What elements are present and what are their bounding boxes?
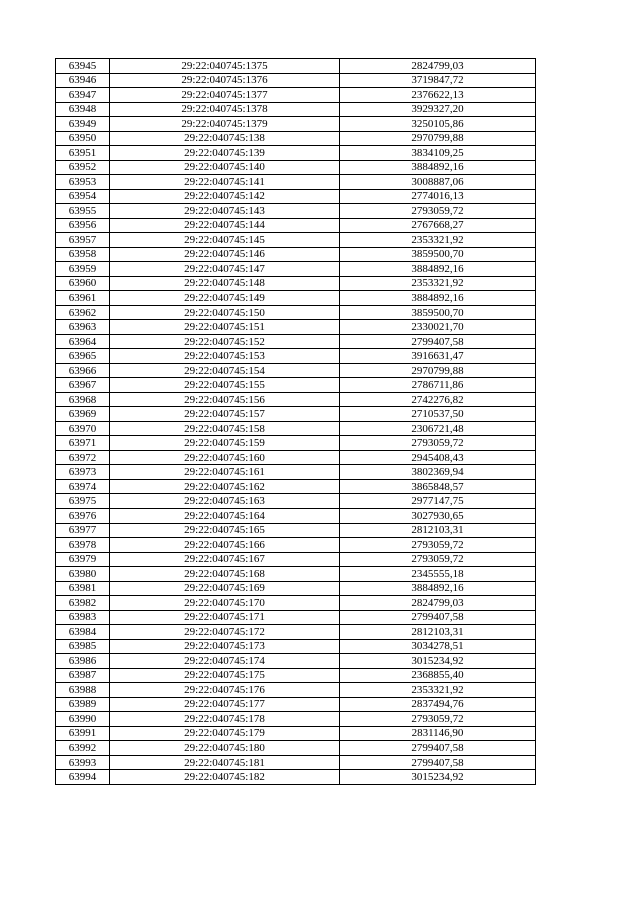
table-row (56, 349, 536, 364)
table-row (56, 204, 536, 219)
row-number-cell: 63974 (56, 479, 110, 494)
row-number-cell: 63958 (56, 247, 110, 262)
table-row (56, 262, 536, 277)
cadastral-value-cell: 3929327,20 (340, 102, 536, 117)
row-number-cell: 63989 (56, 697, 110, 712)
row-number-cell: 63973 (56, 465, 110, 480)
cadastral-value-cell: 3250105,86 (340, 117, 536, 132)
table-row (56, 639, 536, 654)
cadastral-value-cell: 2824799,03 (340, 59, 536, 74)
cadastral-value-table (55, 58, 536, 785)
cadastral-number-cell: 29:22:040745:180 (110, 741, 340, 756)
cadastral-number-cell: 29:22:040745:151 (110, 320, 340, 335)
cadastral-number-cell: 29:22:040745:177 (110, 697, 340, 712)
table-body (56, 59, 536, 785)
cadastral-number-cell: 29:22:040745:159 (110, 436, 340, 451)
cadastral-value-cell: 3802369,94 (340, 465, 536, 480)
table-row (56, 712, 536, 727)
row-number-cell: 63971 (56, 436, 110, 451)
cadastral-number-cell: 29:22:040745:174 (110, 654, 340, 669)
row-number-cell: 63954 (56, 189, 110, 204)
row-number-cell: 63988 (56, 683, 110, 698)
cadastral-number-cell: 29:22:040745:165 (110, 523, 340, 538)
cadastral-value-cell: 2945408,43 (340, 450, 536, 465)
table-row (56, 131, 536, 146)
cadastral-value-cell: 3015234,92 (340, 654, 536, 669)
row-number-cell: 63967 (56, 378, 110, 393)
row-number-cell: 63986 (56, 654, 110, 669)
row-number-cell: 63992 (56, 741, 110, 756)
row-number-cell: 63979 (56, 552, 110, 567)
cadastral-number-cell: 29:22:040745:147 (110, 262, 340, 277)
row-number-cell: 63978 (56, 538, 110, 553)
table-row (56, 320, 536, 335)
cadastral-number-cell: 29:22:040745:170 (110, 596, 340, 611)
row-number-cell: 63987 (56, 668, 110, 683)
cadastral-number-cell: 29:22:040745:157 (110, 407, 340, 422)
row-number-cell: 63983 (56, 610, 110, 625)
cadastral-value-cell: 2767668,27 (340, 218, 536, 233)
cadastral-number-cell: 29:22:040745:138 (110, 131, 340, 146)
table-row (56, 233, 536, 248)
cadastral-number-cell: 29:22:040745:168 (110, 567, 340, 582)
table-row (56, 59, 536, 74)
cadastral-number-cell: 29:22:040745:172 (110, 625, 340, 640)
cadastral-number-cell: 29:22:040745:182 (110, 770, 340, 785)
cadastral-number-cell: 29:22:040745:176 (110, 683, 340, 698)
row-number-cell: 63948 (56, 102, 110, 117)
row-number-cell: 63963 (56, 320, 110, 335)
cadastral-number-cell: 29:22:040745:1377 (110, 88, 340, 103)
cadastral-value-cell: 3884892,16 (340, 581, 536, 596)
cadastral-value-cell: 3008887,06 (340, 175, 536, 190)
cadastral-number-cell: 29:22:040745:163 (110, 494, 340, 509)
table-row (56, 175, 536, 190)
cadastral-number-cell: 29:22:040745:173 (110, 639, 340, 654)
row-number-cell: 63969 (56, 407, 110, 422)
row-number-cell: 63981 (56, 581, 110, 596)
row-number-cell: 63975 (56, 494, 110, 509)
cadastral-value-cell: 2831146,90 (340, 726, 536, 741)
cadastral-value-cell: 2977147,75 (340, 494, 536, 509)
row-number-cell: 63965 (56, 349, 110, 364)
cadastral-number-cell: 29:22:040745:144 (110, 218, 340, 233)
table-row (56, 334, 536, 349)
cadastral-number-cell: 29:22:040745:148 (110, 276, 340, 291)
table-row (56, 625, 536, 640)
cadastral-value-cell: 2306721,48 (340, 421, 536, 436)
table-row (56, 508, 536, 523)
cadastral-number-cell: 29:22:040745:166 (110, 538, 340, 553)
table-row (56, 407, 536, 422)
row-number-cell: 63962 (56, 305, 110, 320)
table-row (56, 523, 536, 538)
table-row (56, 160, 536, 175)
row-number-cell: 63955 (56, 204, 110, 219)
row-number-cell: 63945 (56, 59, 110, 74)
cadastral-value-cell: 3027930,65 (340, 508, 536, 523)
table-row (56, 117, 536, 132)
row-number-cell: 63993 (56, 755, 110, 770)
table-row (56, 146, 536, 161)
cadastral-number-cell: 29:22:040745:154 (110, 363, 340, 378)
cadastral-number-cell: 29:22:040745:146 (110, 247, 340, 262)
cadastral-value-cell: 2353321,92 (340, 276, 536, 291)
table-row (56, 552, 536, 567)
row-number-cell: 63990 (56, 712, 110, 727)
table-row (56, 596, 536, 611)
cadastral-value-cell: 2793059,72 (340, 712, 536, 727)
row-number-cell: 63994 (56, 770, 110, 785)
cadastral-number-cell: 29:22:040745:178 (110, 712, 340, 727)
table-row (56, 538, 536, 553)
row-number-cell: 63950 (56, 131, 110, 146)
table-row (56, 88, 536, 103)
cadastral-value-cell: 3884892,16 (340, 262, 536, 277)
row-number-cell: 63946 (56, 73, 110, 88)
cadastral-number-cell: 29:22:040745:1378 (110, 102, 340, 117)
cadastral-value-cell: 2368855,40 (340, 668, 536, 683)
table-row (56, 770, 536, 785)
row-number-cell: 63976 (56, 508, 110, 523)
row-number-cell: 63966 (56, 363, 110, 378)
table-row (56, 726, 536, 741)
cadastral-value-cell: 3884892,16 (340, 160, 536, 175)
table-row (56, 755, 536, 770)
table-row (56, 276, 536, 291)
cadastral-number-cell: 29:22:040745:164 (110, 508, 340, 523)
cadastral-number-cell: 29:22:040745:1375 (110, 59, 340, 74)
cadastral-value-cell: 2786711,86 (340, 378, 536, 393)
table-row (56, 102, 536, 117)
cadastral-number-cell: 29:22:040745:143 (110, 204, 340, 219)
cadastral-value-cell: 2837494,76 (340, 697, 536, 712)
cadastral-number-cell: 29:22:040745:140 (110, 160, 340, 175)
cadastral-number-cell: 29:22:040745:155 (110, 378, 340, 393)
cadastral-number-cell: 29:22:040745:161 (110, 465, 340, 480)
cadastral-number-cell: 29:22:040745:175 (110, 668, 340, 683)
row-number-cell: 63972 (56, 450, 110, 465)
cadastral-value-cell: 2376622,13 (340, 88, 536, 103)
cadastral-number-cell: 29:22:040745:145 (110, 233, 340, 248)
table-row (56, 581, 536, 596)
table-row (56, 189, 536, 204)
table-row (56, 363, 536, 378)
row-number-cell: 63959 (56, 262, 110, 277)
cadastral-value-cell: 3719847,72 (340, 73, 536, 88)
cadastral-number-cell: 29:22:040745:139 (110, 146, 340, 161)
table-row (56, 421, 536, 436)
cadastral-value-cell: 2793059,72 (340, 436, 536, 451)
row-number-cell: 63985 (56, 639, 110, 654)
cadastral-number-cell: 29:22:040745:167 (110, 552, 340, 567)
cadastral-number-cell: 29:22:040745:1376 (110, 73, 340, 88)
table-row (56, 479, 536, 494)
cadastral-value-cell: 2345555,18 (340, 567, 536, 582)
table-row (56, 450, 536, 465)
cadastral-number-cell: 29:22:040745:171 (110, 610, 340, 625)
table-row (56, 378, 536, 393)
row-number-cell: 63961 (56, 291, 110, 306)
cadastral-value-cell: 2970799,88 (340, 131, 536, 146)
table-row (56, 683, 536, 698)
cadastral-value-cell: 2330021,70 (340, 320, 536, 335)
row-number-cell: 63957 (56, 233, 110, 248)
row-number-cell: 63968 (56, 392, 110, 407)
row-number-cell: 63956 (56, 218, 110, 233)
row-number-cell: 63949 (56, 117, 110, 132)
table-row (56, 567, 536, 582)
cadastral-value-cell: 3015234,92 (340, 770, 536, 785)
table-row (56, 392, 536, 407)
cadastral-number-cell: 29:22:040745:149 (110, 291, 340, 306)
cadastral-number-cell: 29:22:040745:181 (110, 755, 340, 770)
cadastral-value-cell: 2812103,31 (340, 625, 536, 640)
table-row (56, 218, 536, 233)
row-number-cell: 63980 (56, 567, 110, 582)
row-number-cell: 63953 (56, 175, 110, 190)
cadastral-value-cell: 2774016,13 (340, 189, 536, 204)
cadastral-number-cell: 29:22:040745:179 (110, 726, 340, 741)
cadastral-value-cell: 2793059,72 (340, 552, 536, 567)
table-row (56, 436, 536, 451)
row-number-cell: 63970 (56, 421, 110, 436)
table-row (56, 741, 536, 756)
table-row (56, 668, 536, 683)
cadastral-number-cell: 29:22:040745:152 (110, 334, 340, 349)
table-row (56, 654, 536, 669)
cadastral-value-cell: 2799407,58 (340, 755, 536, 770)
row-number-cell: 63947 (56, 88, 110, 103)
row-number-cell: 63982 (56, 596, 110, 611)
cadastral-value-cell: 2799407,58 (340, 741, 536, 756)
cadastral-value-cell: 2793059,72 (340, 538, 536, 553)
cadastral-number-cell: 29:22:040745:158 (110, 421, 340, 436)
cadastral-value-cell: 3916631,47 (340, 349, 536, 364)
cadastral-value-cell: 2353321,92 (340, 233, 536, 248)
cadastral-value-cell: 2970799,88 (340, 363, 536, 378)
cadastral-number-cell: 29:22:040745:162 (110, 479, 340, 494)
table-row (56, 305, 536, 320)
cadastral-value-cell: 2793059,72 (340, 204, 536, 219)
table-row (56, 494, 536, 509)
row-number-cell: 63991 (56, 726, 110, 741)
cadastral-value-cell: 3859500,70 (340, 247, 536, 262)
cadastral-value-cell: 2799407,58 (340, 610, 536, 625)
table-row (56, 697, 536, 712)
cadastral-value-cell: 2799407,58 (340, 334, 536, 349)
cadastral-value-cell: 2824799,03 (340, 596, 536, 611)
cadastral-number-cell: 29:22:040745:169 (110, 581, 340, 596)
cadastral-value-cell: 3834109,25 (340, 146, 536, 161)
table-row (56, 465, 536, 480)
cadastral-value-cell: 3865848,57 (340, 479, 536, 494)
row-number-cell: 63951 (56, 146, 110, 161)
cadastral-number-cell: 29:22:040745:1379 (110, 117, 340, 132)
table-row (56, 291, 536, 306)
cadastral-number-cell: 29:22:040745:142 (110, 189, 340, 204)
cadastral-value-cell: 2353321,92 (340, 683, 536, 698)
cadastral-number-cell: 29:22:040745:141 (110, 175, 340, 190)
row-number-cell: 63964 (56, 334, 110, 349)
cadastral-value-cell: 3884892,16 (340, 291, 536, 306)
row-number-cell: 63952 (56, 160, 110, 175)
row-number-cell: 63960 (56, 276, 110, 291)
cadastral-value-cell: 2742276,82 (340, 392, 536, 407)
cadastral-value-cell: 2710537,50 (340, 407, 536, 422)
cadastral-number-cell: 29:22:040745:150 (110, 305, 340, 320)
row-number-cell: 63977 (56, 523, 110, 538)
table-row (56, 247, 536, 262)
cadastral-number-cell: 29:22:040745:160 (110, 450, 340, 465)
cadastral-number-cell: 29:22:040745:153 (110, 349, 340, 364)
table-row (56, 73, 536, 88)
cadastral-value-cell: 3034278,51 (340, 639, 536, 654)
cadastral-number-cell: 29:22:040745:156 (110, 392, 340, 407)
cadastral-value-cell: 3859500,70 (340, 305, 536, 320)
table-row (56, 610, 536, 625)
row-number-cell: 63984 (56, 625, 110, 640)
cadastral-value-cell: 2812103,31 (340, 523, 536, 538)
